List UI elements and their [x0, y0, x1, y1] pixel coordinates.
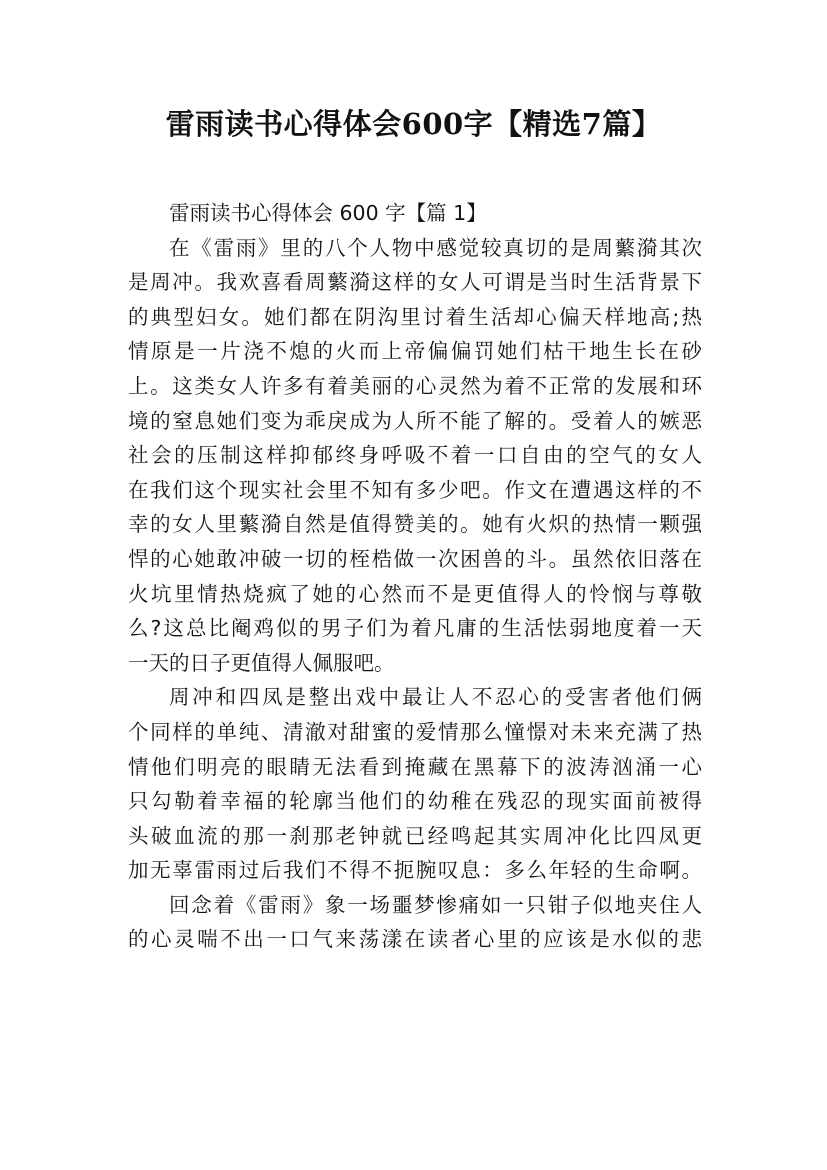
text-line: 在我们这个现实社会里不知有多少吧。作文在遭遇这样的不 — [128, 477, 702, 502]
section-heading: 雷雨读书心得体会 600 字【篇 1】 — [169, 201, 487, 225]
text-line: 头破血流的那一刹那老钟就已经鸣起其实周冲化比四凤更 — [128, 823, 702, 848]
document-title: 雷雨读书心得体会600字【精选7篇】 — [165, 107, 662, 141]
document-body — [128, 196, 702, 957]
text-line: 么?这总比阉鸡似的男子们为着凡庸的生活怯弱地度着一天 — [128, 616, 702, 641]
text-line: 加无辜雷雨过后我们不得不扼腕叹息：多么年轻的生命啊。 — [128, 858, 702, 883]
text-line: 的典型妇女。她们都在阴沟里讨着生活却心偏天样地高;热 — [128, 304, 702, 329]
text-line: 社会的压制这样抑郁终身呼吸不着一口自由的空气的女人 — [128, 443, 702, 468]
text-line: 境的窒息她们变为乖戾成为人所不能了解的。受着人的嫉恶 — [128, 408, 702, 433]
text-line: 悍的心她敢冲破一切的桎梏做一次困兽的斗。虽然依旧落在 — [128, 546, 702, 571]
paragraph-1 — [128, 231, 702, 681]
text-line: 的心灵喘不出一口气来荡漾在读者心里的应该是水似的悲 — [128, 927, 702, 952]
text-line: 情他们明亮的眼睛无法看到掩藏在黑幕下的波涛汹涌一心 — [128, 754, 702, 779]
text-line: 一天的日子更值得人佩服吧。 — [128, 650, 395, 675]
text-line: 周冲和四凤是整出戏中最让人不忍心的受害者他们俩 — [169, 685, 702, 710]
text-line: 个同样的单纯、清澈对甜蜜的爱情那么憧憬对未来充满了热 — [128, 719, 702, 744]
text-line: 上。这类女人许多有着美丽的心灵然为着不正常的发展和环 — [128, 373, 702, 398]
text-line: 回念着《雷雨》象一场噩梦惨痛如一只钳子似地夹住人 — [169, 892, 702, 917]
text-line: 只勾勒着幸福的轮廓当他们的幼稚在残忍的现实面前被得 — [128, 789, 702, 814]
text-line: 情原是一片浇不熄的火而上帝偏偏罚她们枯干地生长在砂 — [128, 339, 702, 364]
paragraph-3 — [128, 888, 702, 957]
text-line: 在《雷雨》里的八个人物中感觉较真切的是周蘩漪其次 — [169, 235, 702, 260]
text-line: 是周冲。我欢喜看周蘩漪这样的女人可谓是当时生活背景下 — [128, 270, 702, 295]
paragraph-2 — [128, 680, 702, 888]
text-line: 幸的女人里蘩漪自然是值得赞美的。她有火炽的热情一颗强 — [128, 512, 702, 537]
text-line: 火坑里情热烧疯了她的心然而不是更值得人的怜悯与尊敬 — [128, 581, 702, 606]
